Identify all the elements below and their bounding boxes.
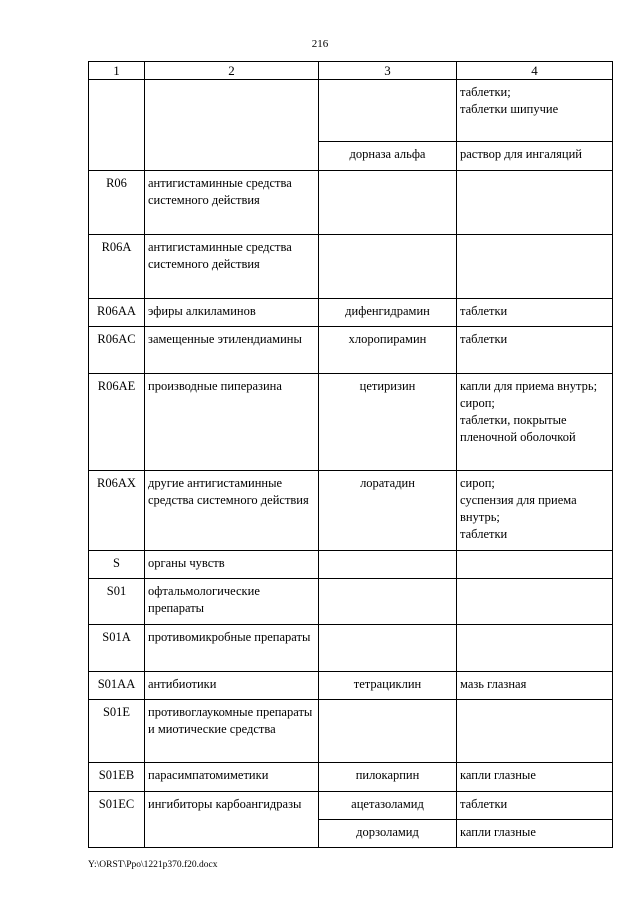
atc-code-cell: R06AE <box>89 374 145 471</box>
inn-cell: хлоропирамин <box>319 327 457 374</box>
dosage-form-cell: таблетки; таблетки шипучие <box>457 80 613 142</box>
table-row <box>89 80 613 142</box>
atc-code-cell: R06AC <box>89 327 145 374</box>
dosage-form-cell: таблетки <box>457 792 613 820</box>
table-row <box>89 299 613 327</box>
group-name-cell: антибиотики <box>145 672 319 700</box>
table-row <box>89 625 613 672</box>
inn-cell: дорзоламид <box>319 820 457 848</box>
table-row <box>89 551 613 579</box>
header-col-3: 3 <box>319 62 457 80</box>
group-name-cell: эфиры алкиламинов <box>145 299 319 327</box>
inn-cell <box>319 700 457 763</box>
dosage-form-cell: капли глазные <box>457 763 613 792</box>
inn-cell: дифенгидрамин <box>319 299 457 327</box>
header-col-1: 1 <box>89 62 145 80</box>
dosage-form-cell <box>457 171 613 235</box>
inn-cell <box>319 171 457 235</box>
inn-cell <box>319 80 457 142</box>
group-name-cell: офтальмологические препараты <box>145 579 319 625</box>
atc-code-cell: S01 <box>89 579 145 625</box>
dosage-form-cell: сироп; суспензия для приема внутрь; таблетки <box>457 471 613 551</box>
dosage-form-cell <box>457 551 613 579</box>
atc-code-cell <box>89 80 145 171</box>
atc-code-cell: S01A <box>89 625 145 672</box>
inn-cell <box>319 579 457 625</box>
inn-cell <box>319 625 457 672</box>
inn-cell: ацетазоламид <box>319 792 457 820</box>
atc-code-cell: R06AA <box>89 299 145 327</box>
atc-code-cell: S01AA <box>89 672 145 700</box>
inn-cell <box>319 551 457 579</box>
group-name-cell: замещенные этилендиамины <box>145 327 319 374</box>
atc-code-cell: R06AX <box>89 471 145 551</box>
dosage-form-cell: таблетки <box>457 299 613 327</box>
atc-code-cell: S01EC <box>89 792 145 848</box>
group-name-cell: противоглаукомные препараты и миотические средства <box>145 700 319 763</box>
dosage-form-cell <box>457 235 613 299</box>
table-header-row <box>89 62 613 80</box>
group-name-cell: другие антигистаминные средства системного действия <box>145 471 319 551</box>
dosage-form-cell: капли для приема внутрь; сироп; таблетки, покрытые пленочной оболочкой <box>457 374 613 471</box>
table-row <box>89 471 613 551</box>
group-name-cell: производные пиперазина <box>145 374 319 471</box>
footer-file-path: Y:\ORST\Ppo\1221p370.f20.docx <box>88 860 218 870</box>
dosage-form-cell: капли глазные <box>457 820 613 848</box>
group-name-cell: органы чувств <box>145 551 319 579</box>
table-row <box>89 235 613 299</box>
table-row <box>89 672 613 700</box>
group-name-cell <box>145 80 319 171</box>
atc-code-cell: S <box>89 551 145 579</box>
table-row <box>89 327 613 374</box>
table-row <box>89 374 613 471</box>
table-row <box>89 171 613 235</box>
group-name-cell: антигистаминные средства системного действия <box>145 235 319 299</box>
header-col-2: 2 <box>145 62 319 80</box>
group-name-cell: парасимпатомиметики <box>145 763 319 792</box>
header-col-4: 4 <box>457 62 613 80</box>
dosage-form-cell: мазь глазная <box>457 672 613 700</box>
dosage-form-cell: таблетки <box>457 327 613 374</box>
inn-cell: дорназа альфа <box>319 142 457 171</box>
page-number: 216 <box>311 38 329 50</box>
table-row <box>89 700 613 763</box>
group-name-cell: антигистаминные средства системного действия <box>145 171 319 235</box>
dosage-form-cell <box>457 625 613 672</box>
atc-code-cell: R06 <box>89 171 145 235</box>
atc-code-cell: R06A <box>89 235 145 299</box>
inn-cell <box>319 235 457 299</box>
dosage-form-cell <box>457 700 613 763</box>
inn-cell: пилокарпин <box>319 763 457 792</box>
atc-code-cell: S01E <box>89 700 145 763</box>
table-row <box>89 579 613 625</box>
dosage-form-cell: раствор для ингаляций <box>457 142 613 171</box>
table-row <box>89 763 613 792</box>
inn-cell: тетрациклин <box>319 672 457 700</box>
group-name-cell: ингибиторы карбоангидразы <box>145 792 319 848</box>
table-row <box>89 792 613 820</box>
group-name-cell: противомикробные препараты <box>145 625 319 672</box>
dosage-form-cell <box>457 579 613 625</box>
inn-cell: цетиризин <box>319 374 457 471</box>
medicines-table <box>88 61 613 848</box>
atc-code-cell: S01EB <box>89 763 145 792</box>
inn-cell: лоратадин <box>319 471 457 551</box>
